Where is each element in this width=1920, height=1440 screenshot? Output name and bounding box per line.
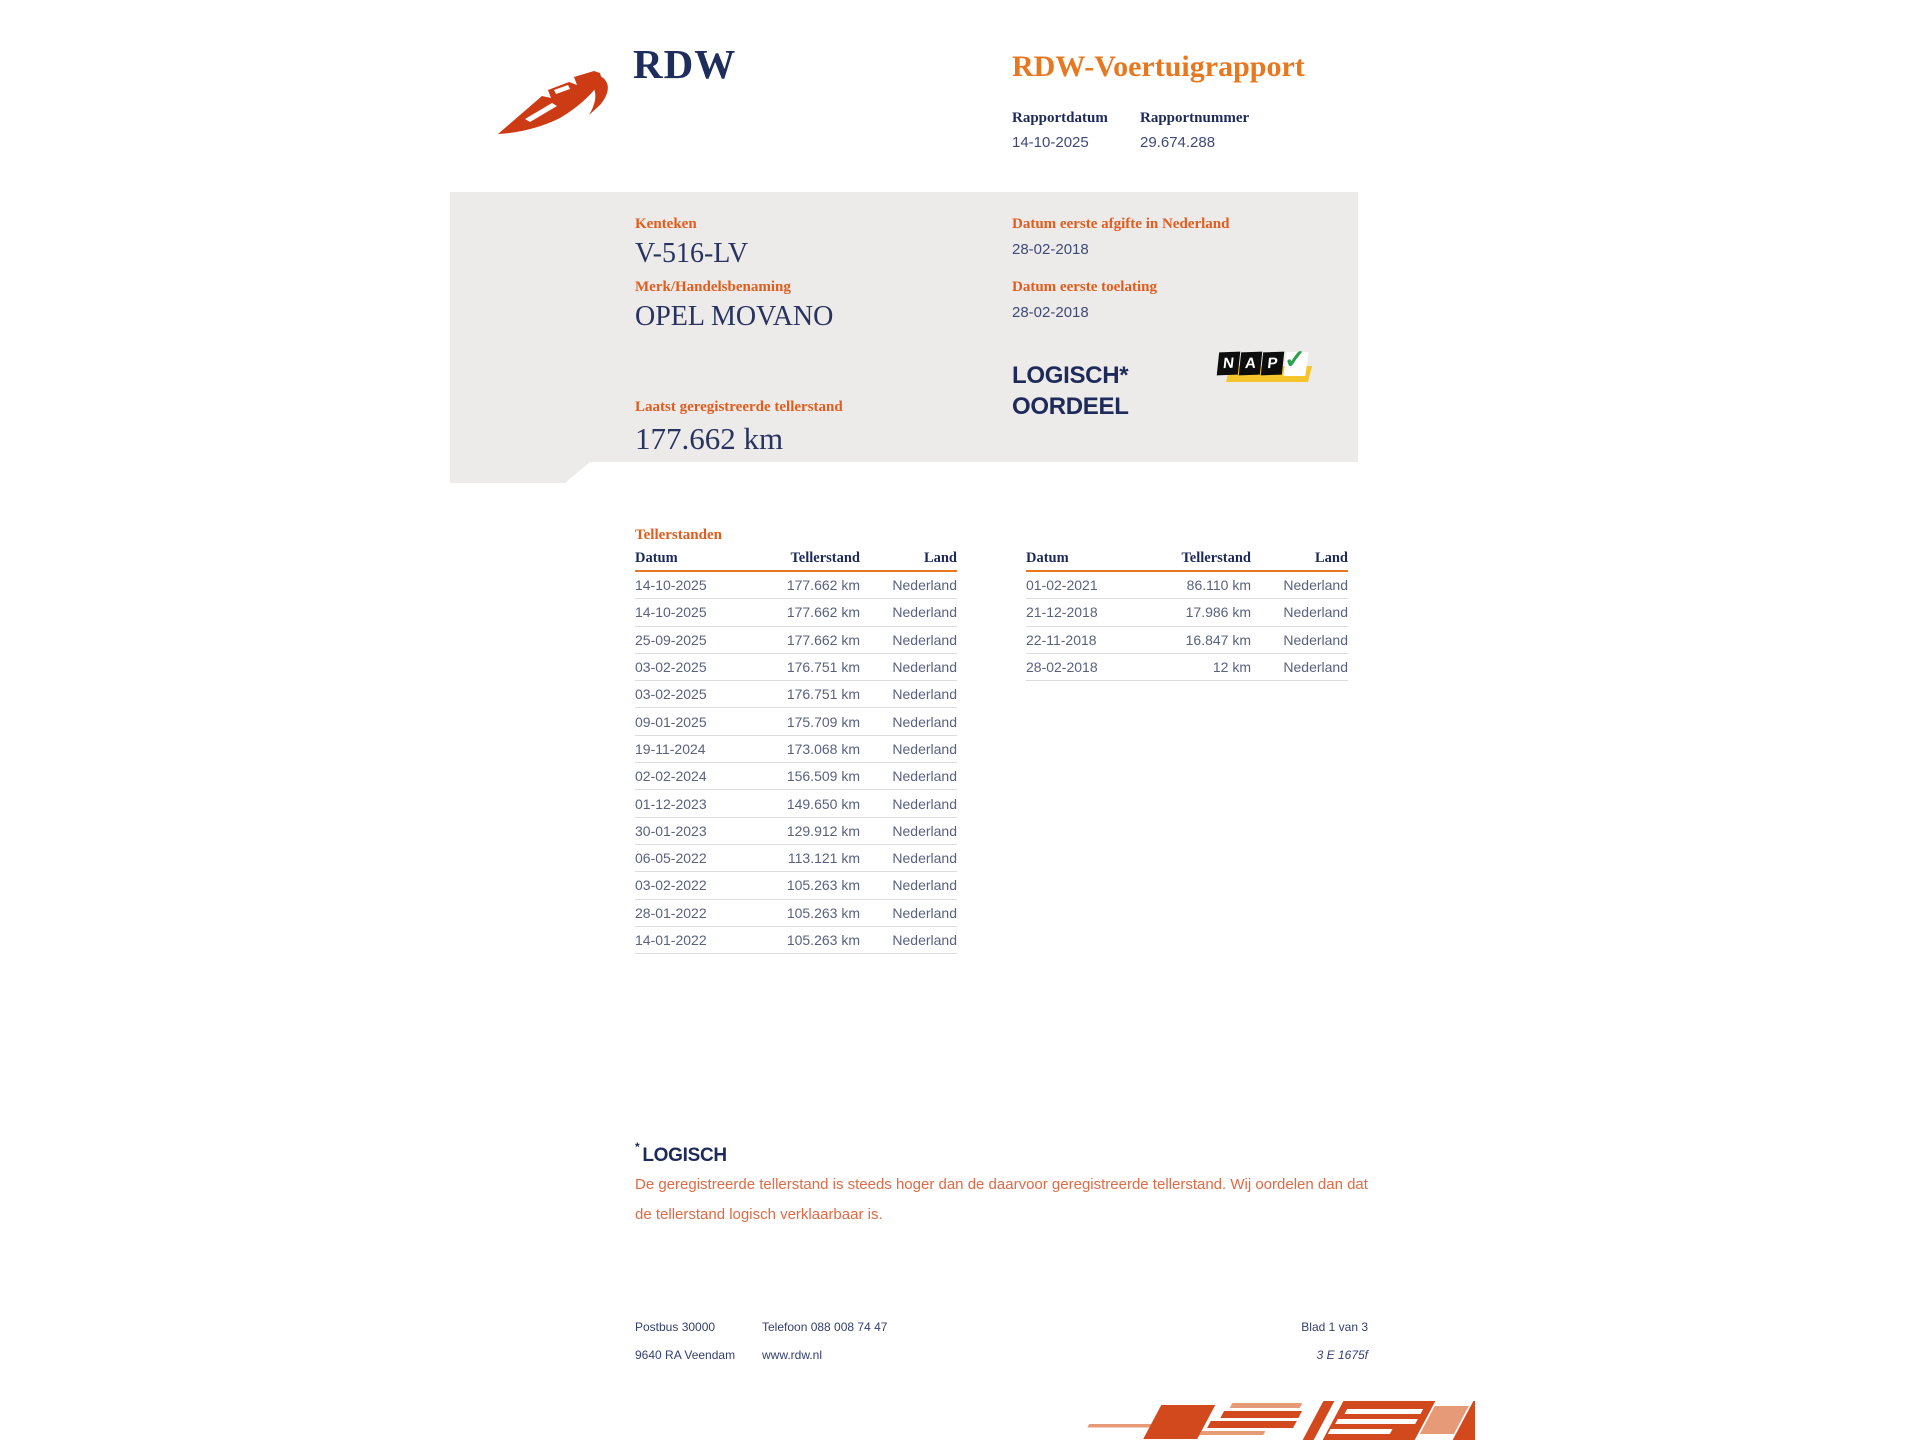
footer-page-number: Blad 1 van 3 (1301, 1320, 1368, 1334)
header-datum: Datum (635, 550, 678, 566)
table-row (1026, 627, 1348, 654)
tellerstand-label: Laatst geregistreerde tellerstand (635, 399, 843, 415)
cell-tellerstand: 177.662 km (786, 631, 860, 648)
cell-tellerstand: 176.751 km (786, 686, 860, 703)
table-row (635, 599, 957, 626)
cell-land: Nederland (892, 877, 957, 894)
cell-tellerstand: 86.110 km (1186, 577, 1251, 594)
cell-datum: 14-10-2025 (635, 577, 707, 594)
cell-datum: 28-02-2018 (1026, 659, 1098, 676)
report-number-label: Rapportnummer (1140, 110, 1250, 126)
cell-tellerstand: 177.662 km (786, 577, 860, 594)
oordeel-line1: LOGISCH* (1012, 362, 1129, 389)
nap-check-icon: ✓ (1284, 344, 1306, 374)
nap-logo-icon (1218, 344, 1310, 390)
cell-land: Nederland (892, 713, 957, 730)
footnote-text: De geregistreerde tellerstand is steeds hoger dan de daarvoor geregistreerde tellerstand. Wij oordelen dan dat de tellerstand logisch verklaarbaar is. (635, 1176, 1368, 1223)
table-body (1026, 572, 1348, 681)
cell-datum: 14-01-2022 (635, 932, 707, 948)
rdw-wordmark: RDW (633, 41, 737, 87)
cell-land: Nederland (892, 604, 957, 621)
table-row (1026, 572, 1348, 599)
cell-land: Nederland (892, 740, 957, 757)
table-row (635, 572, 957, 599)
cell-tellerstand: 105.263 km (786, 904, 860, 921)
cell-tellerstand: 177.662 km (786, 604, 860, 621)
speed-stripes-graphic (1045, 1398, 1475, 1440)
footer-address-line1: Postbus 30000 (635, 1320, 716, 1334)
nap-letter-p: P (1261, 352, 1285, 376)
merk-label: Merk/Handelsbenaming (635, 279, 791, 295)
table-row (635, 681, 957, 708)
cell-land: Nederland (892, 904, 957, 921)
cell-datum: 21-12-2018 (1026, 604, 1098, 621)
afgifte-value: 28-02-2018 (1012, 241, 1089, 258)
cell-tellerstand: 176.751 km (786, 659, 860, 676)
oordeel-verdict (1012, 360, 1129, 422)
tellerstanden-table-left (635, 550, 957, 954)
cell-land: Nederland (892, 795, 957, 812)
cell-datum: 03-02-2022 (635, 877, 707, 894)
table-row (635, 627, 957, 654)
cell-tellerstand: 113.121 km (787, 850, 860, 867)
toelating-label: Datum eerste toelating (1012, 279, 1157, 295)
table-row (635, 654, 957, 681)
table-row (635, 818, 957, 845)
cell-datum: 14-10-2025 (635, 604, 707, 621)
toelating-value: 28-02-2018 (1012, 304, 1089, 321)
cell-tellerstand: 129.912 km (786, 822, 860, 839)
report-number-value: 29.674.288 (1140, 134, 1216, 151)
cell-tellerstand: 105.263 km (786, 932, 860, 948)
cell-tellerstand: 173.068 km (786, 740, 860, 757)
cell-datum: 06-05-2022 (635, 850, 707, 867)
table-header-row (1026, 550, 1348, 572)
table-row (635, 763, 957, 790)
footnote-title-text: LOGISCH (642, 1145, 727, 1166)
nap-letter-n: N (1217, 352, 1241, 376)
footer-form-code: 3 E 1675f (1316, 1348, 1368, 1362)
cell-tellerstand: 17.986 km (1185, 604, 1251, 621)
cell-land: Nederland (892, 686, 957, 703)
table-row (635, 900, 957, 927)
cell-land: Nederland (892, 631, 957, 648)
header-tellerstand: Tellerstand (1181, 550, 1251, 566)
cell-datum: 22-11-2018 (1026, 631, 1097, 648)
cell-datum: 30-01-2023 (635, 822, 707, 839)
cell-land: Nederland (1283, 604, 1348, 621)
tellerstanden-section-title: Tellerstanden (635, 527, 722, 543)
kenteken-value: V-516-LV (635, 238, 749, 269)
cell-tellerstand: 12 km (1212, 659, 1251, 676)
table-row (1026, 599, 1348, 626)
report-date-label: Rapportdatum (1012, 110, 1108, 126)
nap-letter-a: A (1239, 352, 1263, 376)
table-row (635, 736, 957, 763)
footnote-title (635, 1140, 727, 1167)
cell-land: Nederland (1283, 659, 1348, 676)
tellerstand-value: 177.662 km (635, 421, 784, 456)
cell-tellerstand: 149.650 km (786, 795, 860, 812)
cell-land: Nederland (1283, 631, 1348, 648)
table-row (635, 708, 957, 735)
cell-datum: 03-02-2025 (635, 659, 707, 676)
footer-website-link[interactable]: www.rdw.nl (762, 1348, 823, 1362)
footnote-asterisk: * (635, 1140, 640, 1154)
header-tellerstand: Tellerstand (790, 550, 860, 566)
afgifte-label: Datum eerste afgifte in Nederland (1012, 216, 1230, 232)
table-row (635, 790, 957, 817)
header-land: Land (923, 550, 957, 566)
cell-land: Nederland (892, 659, 957, 676)
cell-datum: 09-01-2025 (635, 713, 707, 730)
cell-land: Nederland (892, 577, 957, 594)
cell-datum: 19-11-2024 (635, 740, 706, 757)
cell-datum: 28-01-2022 (635, 904, 707, 921)
page-title: RDW-Voertuigrapport (1012, 50, 1305, 83)
table-header-row (635, 550, 957, 572)
table-row (635, 845, 957, 872)
table-body (635, 572, 957, 954)
kenteken-label: Kenteken (635, 216, 697, 232)
table-row (1026, 654, 1348, 681)
cell-land: Nederland (1283, 577, 1348, 594)
cell-land: Nederland (892, 850, 957, 867)
cell-tellerstand: 156.509 km (786, 768, 860, 785)
vehicle-summary-panel (450, 192, 1358, 483)
header-datum: Datum (1026, 550, 1069, 566)
footer-phone: Telefoon 088 008 74 47 (762, 1320, 888, 1334)
cell-tellerstand: 105.263 km (786, 877, 860, 894)
table-row (635, 927, 957, 954)
cell-datum: 01-12-2023 (635, 795, 707, 812)
rdw-logo-icon (492, 56, 630, 140)
cell-datum: 01-02-2021 (1026, 577, 1098, 594)
cell-land: Nederland (892, 932, 957, 948)
tellerstanden-table-right (1026, 550, 1348, 681)
cell-tellerstand: 175.709 km (786, 713, 860, 730)
cell-land: Nederland (892, 822, 957, 839)
footer-address-line2: 9640 RA Veendam (635, 1348, 736, 1362)
cell-tellerstand: 16.847 km (1185, 631, 1251, 648)
cell-datum: 03-02-2025 (635, 686, 707, 703)
oordeel-line2: OORDEEL (1012, 393, 1129, 420)
cell-datum: 02-02-2024 (635, 768, 707, 785)
cell-land: Nederland (892, 768, 957, 785)
cell-datum: 25-09-2025 (635, 631, 707, 648)
table-row (635, 872, 957, 899)
report-date-value: 14-10-2025 (1012, 134, 1089, 151)
header-land: Land (1314, 550, 1348, 566)
merk-value: OPEL MOVANO (635, 301, 834, 332)
